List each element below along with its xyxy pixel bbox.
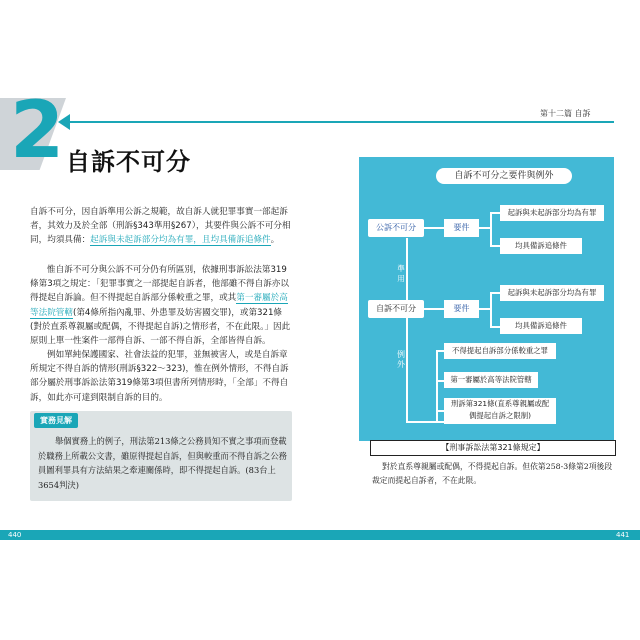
node-requirement-1: 要件 xyxy=(444,219,479,237)
paragraph-2-text-b: (第4條所指內亂罪、外患罪及妨害國交罪)，或第321條(對於直系尊親屬或配偶，不得提起自訴)之情形者，不在此限。」因此原則上單一性案件一部得自訴、一部不得自訴，全部皆得自訴。 xyxy=(30,307,291,347)
paragraph-1-end: 。 xyxy=(270,235,280,246)
connector xyxy=(490,212,500,214)
apply-label: 準用 xyxy=(397,264,405,283)
node-exception-3 xyxy=(444,398,556,424)
paragraph-3: 例如單純保護國家、社會法益的犯罪，並無被害人，或是自訴章所規定不得自訴的情形(刑訴§322～323)，惟在例外情形，不得自訴部分屬於刑事訴訟法第319條第3項但書所列情形時，「全部」不得自訴，如此亦可達到限制自訴的目的。 xyxy=(30,350,289,403)
connector xyxy=(436,410,444,412)
footer-bar xyxy=(0,530,640,540)
header-arrow-icon xyxy=(58,114,70,130)
connector xyxy=(490,326,500,328)
paragraph-2-highlight: 第一審屬於高等法院管轄 xyxy=(30,293,288,318)
node-req-d: 均具備訴追條件 xyxy=(500,318,582,334)
connector xyxy=(424,308,444,310)
node-private-indivisibility: 自訴不可分 xyxy=(368,300,424,318)
law-text: 對於直系尊親屬或配偶，不得提起自訴。但依第258-3條第2項後段裁定而提起自訴者，不在此限。 xyxy=(372,462,613,485)
connector xyxy=(406,421,444,423)
page-number-right: 441 xyxy=(616,531,630,539)
connector xyxy=(436,350,444,352)
node-requirement-2: 要件 xyxy=(444,300,479,318)
node-req-a: 起訴與未起訴部分均為有罪 xyxy=(500,205,604,221)
chapter-number: 2 xyxy=(10,86,65,176)
law-heading: 【刑事訴訟法第321條規定】 xyxy=(370,440,616,456)
connector xyxy=(490,212,492,246)
connector xyxy=(490,292,492,327)
connector xyxy=(490,292,500,294)
page-number-left: 440 xyxy=(8,531,22,539)
practice-text: 舉個實務上的例子，刑法第213條之公務員知不實之事項而登載於職務上所載公文書，雖原得提起自訴，但與較重而不得自訴之公務員圖利罪具有方法結果之牽連關係時，即不得提起自訴。(83台上3654判決) xyxy=(38,436,287,490)
paragraph-1 xyxy=(30,205,292,248)
chapter-label: 第十二篇 自訴 xyxy=(540,109,591,118)
node-req-b: 均具備訴追條件 xyxy=(500,238,582,254)
node-exception-1: 不得提起自訴部分係較重之罪 xyxy=(444,343,556,359)
connector xyxy=(424,227,444,229)
section-title: 自訴不可分 xyxy=(66,148,191,176)
paragraph-1-highlight: 起訴與未起訴部分均為有罪，且均具備訴追條件 xyxy=(90,235,271,246)
paragraph-2-text-a: 惟自訴不可分與公訴不可分仍有所區別，依據刑事訴訟法第319條第3項之規定：「犯罪事實之一部提起自訴者，他部雖不得自訴亦以得提起自訴論。但不得提起自訴部分係較重之罪，或其 xyxy=(30,265,289,304)
exception-label: 例外 xyxy=(397,350,405,369)
connector xyxy=(436,380,444,382)
node-public-indivisibility: 公訴不可分 xyxy=(368,219,424,237)
paragraph-2 xyxy=(30,263,292,348)
practice-badge: 實務見解 xyxy=(34,413,78,428)
node-exception-2: 第一審屬於高等法院管轄 xyxy=(444,372,538,388)
diagram-title: 自訴不可分之要件與例外 xyxy=(436,168,572,184)
node-exception-3-line2: 偶提起自訴之限制) xyxy=(468,411,531,420)
paragraph-1-text: 自訴不可分，因自訴準用公訴之規範，故自訴人就犯罪事實一部起訴者，其效力及於全部（刑訴§343準用§267），其要件與公訴不可分相同，均須具備： xyxy=(30,207,291,246)
header-rule xyxy=(66,121,614,123)
node-exception-3-line1: 刑訴第321條(直系尊親屬或配 xyxy=(450,399,550,408)
connector xyxy=(490,245,500,247)
node-req-c: 起訴與未起訴部分均為有罪 xyxy=(500,285,604,301)
